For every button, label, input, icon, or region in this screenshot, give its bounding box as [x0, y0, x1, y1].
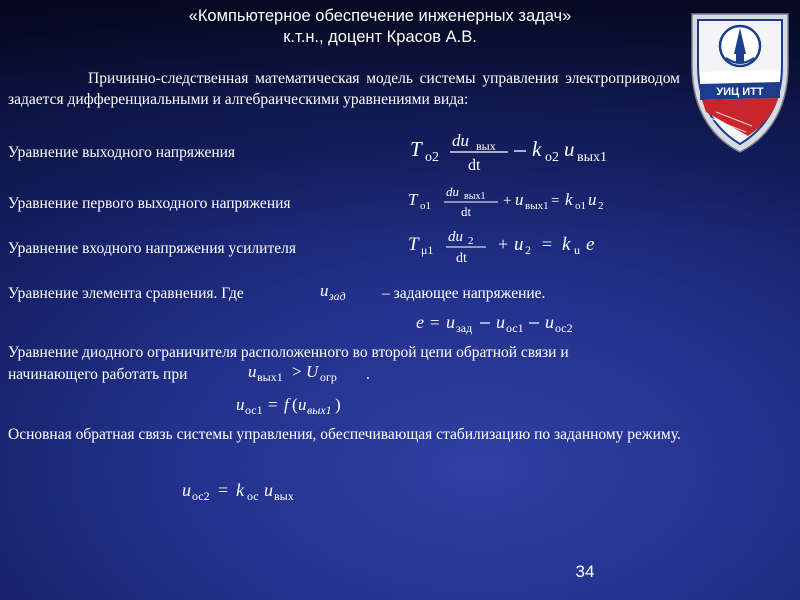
svg-text:=: = [218, 480, 229, 500]
equation-3-formula [406, 226, 636, 268]
svg-text:du: du [452, 131, 469, 150]
diode-formula [234, 390, 354, 420]
svg-text:u: u [320, 281, 329, 300]
svg-text:du: du [448, 229, 463, 245]
diode-text-line1: Уравнение диодного ограничителя расположенного во второй цепи обратной связи и [8, 344, 569, 361]
comparison-variable [318, 279, 368, 305]
equation-1-label: Уравнение выходного напряжения [8, 144, 236, 161]
svg-text:μ1: μ1 [421, 243, 434, 257]
svg-text:ос1: ос1 [506, 321, 524, 335]
diode-condition [246, 358, 376, 386]
feedback-formula [180, 476, 350, 506]
svg-text:зад: зад [456, 321, 473, 335]
svg-text:T: T [410, 137, 422, 161]
svg-text:T: T [408, 190, 418, 209]
svg-text:U: U [306, 362, 319, 381]
comparison-label: Уравнение элемента сравнения. Где [8, 285, 244, 302]
svg-text:k: k [565, 190, 573, 209]
equation-1-formula [408, 128, 638, 176]
svg-text:u: u [298, 395, 307, 414]
svg-text:u: u [514, 234, 524, 255]
svg-text:u: u [545, 312, 554, 332]
svg-text:du: du [446, 184, 459, 199]
svg-text:вых1: вых1 [307, 403, 332, 417]
svg-text:o1: o1 [420, 200, 431, 212]
comparison-formula [414, 308, 644, 338]
diode-text-line2: начинающего работать при [8, 366, 188, 383]
svg-text:u: u [588, 190, 597, 209]
svg-text:2: 2 [598, 200, 604, 212]
svg-text:=: = [268, 395, 278, 414]
svg-text:=: = [542, 234, 553, 254]
equation-3-label: Уравнение входного напряжения усилителя [8, 240, 296, 257]
svg-text:e: e [416, 312, 424, 332]
intro-paragraph: Причинно-следственная математическая модель системы управления электроприводом задается дифференциальными и алгебраическими уравнениями вида: [8, 70, 680, 108]
svg-text:u: u [496, 312, 505, 332]
svg-text:вых: вых [274, 489, 294, 503]
svg-text:e: e [586, 234, 595, 255]
svg-text:вых1: вых1 [464, 191, 486, 202]
svg-text:u: u [264, 480, 273, 500]
svg-text:вых1: вых1 [525, 200, 549, 212]
svg-text:k: k [532, 137, 542, 161]
svg-text:2: 2 [525, 243, 531, 257]
svg-text:o1: o1 [575, 200, 586, 212]
svg-text:u: u [182, 480, 191, 500]
svg-text:зад: зад [329, 289, 346, 303]
svg-text:>: > [292, 362, 302, 381]
svg-text:огр: огр [320, 370, 337, 384]
svg-text:k: k [236, 480, 244, 500]
svg-text:o2: o2 [545, 150, 559, 165]
svg-text:u: u [564, 137, 575, 161]
equation-2-label: Уравнение первого выходного напряжения [8, 195, 291, 212]
svg-text:вых1: вых1 [577, 150, 608, 165]
svg-text:k: k [562, 234, 571, 255]
svg-text:dt: dt [456, 251, 467, 266]
svg-text:ос: ос [247, 489, 259, 503]
svg-text:u: u [515, 190, 524, 209]
author-line: к.т.н., доцент Красов А.В. [283, 28, 477, 46]
svg-text:ос2: ос2 [192, 489, 210, 503]
svg-text:+: + [498, 234, 509, 254]
equation-2-formula [406, 182, 636, 222]
svg-text:ос2: ос2 [555, 321, 573, 335]
university-logo [686, 6, 794, 156]
svg-text:u: u [236, 395, 245, 414]
svg-text:dt: dt [468, 157, 481, 174]
page-number: 34 [575, 562, 595, 581]
svg-text:+: + [503, 193, 512, 209]
svg-text:u: u [248, 362, 257, 381]
svg-text:o2: o2 [425, 150, 439, 165]
logo-text: УИЦ ИТТ [716, 86, 764, 98]
svg-text:u: u [446, 312, 455, 332]
svg-text:(: ( [292, 395, 298, 414]
svg-text:): ) [335, 395, 341, 414]
svg-text:u: u [574, 243, 580, 257]
svg-text:T: T [408, 234, 419, 255]
svg-text:=: = [551, 193, 560, 209]
feedback-text: Основная обратная связь системы управления, обеспечивающая стабилизацию по заданному режиму. [8, 426, 681, 443]
svg-text:2: 2 [468, 235, 474, 247]
svg-text:=: = [430, 313, 440, 332]
course-title: «Компьютерное обеспечение инженерных задач» [188, 7, 572, 25]
svg-text:вых: вых [476, 139, 496, 153]
svg-text:вых1: вых1 [257, 370, 283, 384]
svg-text:f: f [284, 395, 289, 414]
svg-text:ос1: ос1 [245, 403, 263, 417]
diode-text-period: . [366, 366, 370, 383]
comparison-description: – задающее напряжение. [382, 285, 546, 302]
svg-text:dt: dt [461, 204, 472, 219]
